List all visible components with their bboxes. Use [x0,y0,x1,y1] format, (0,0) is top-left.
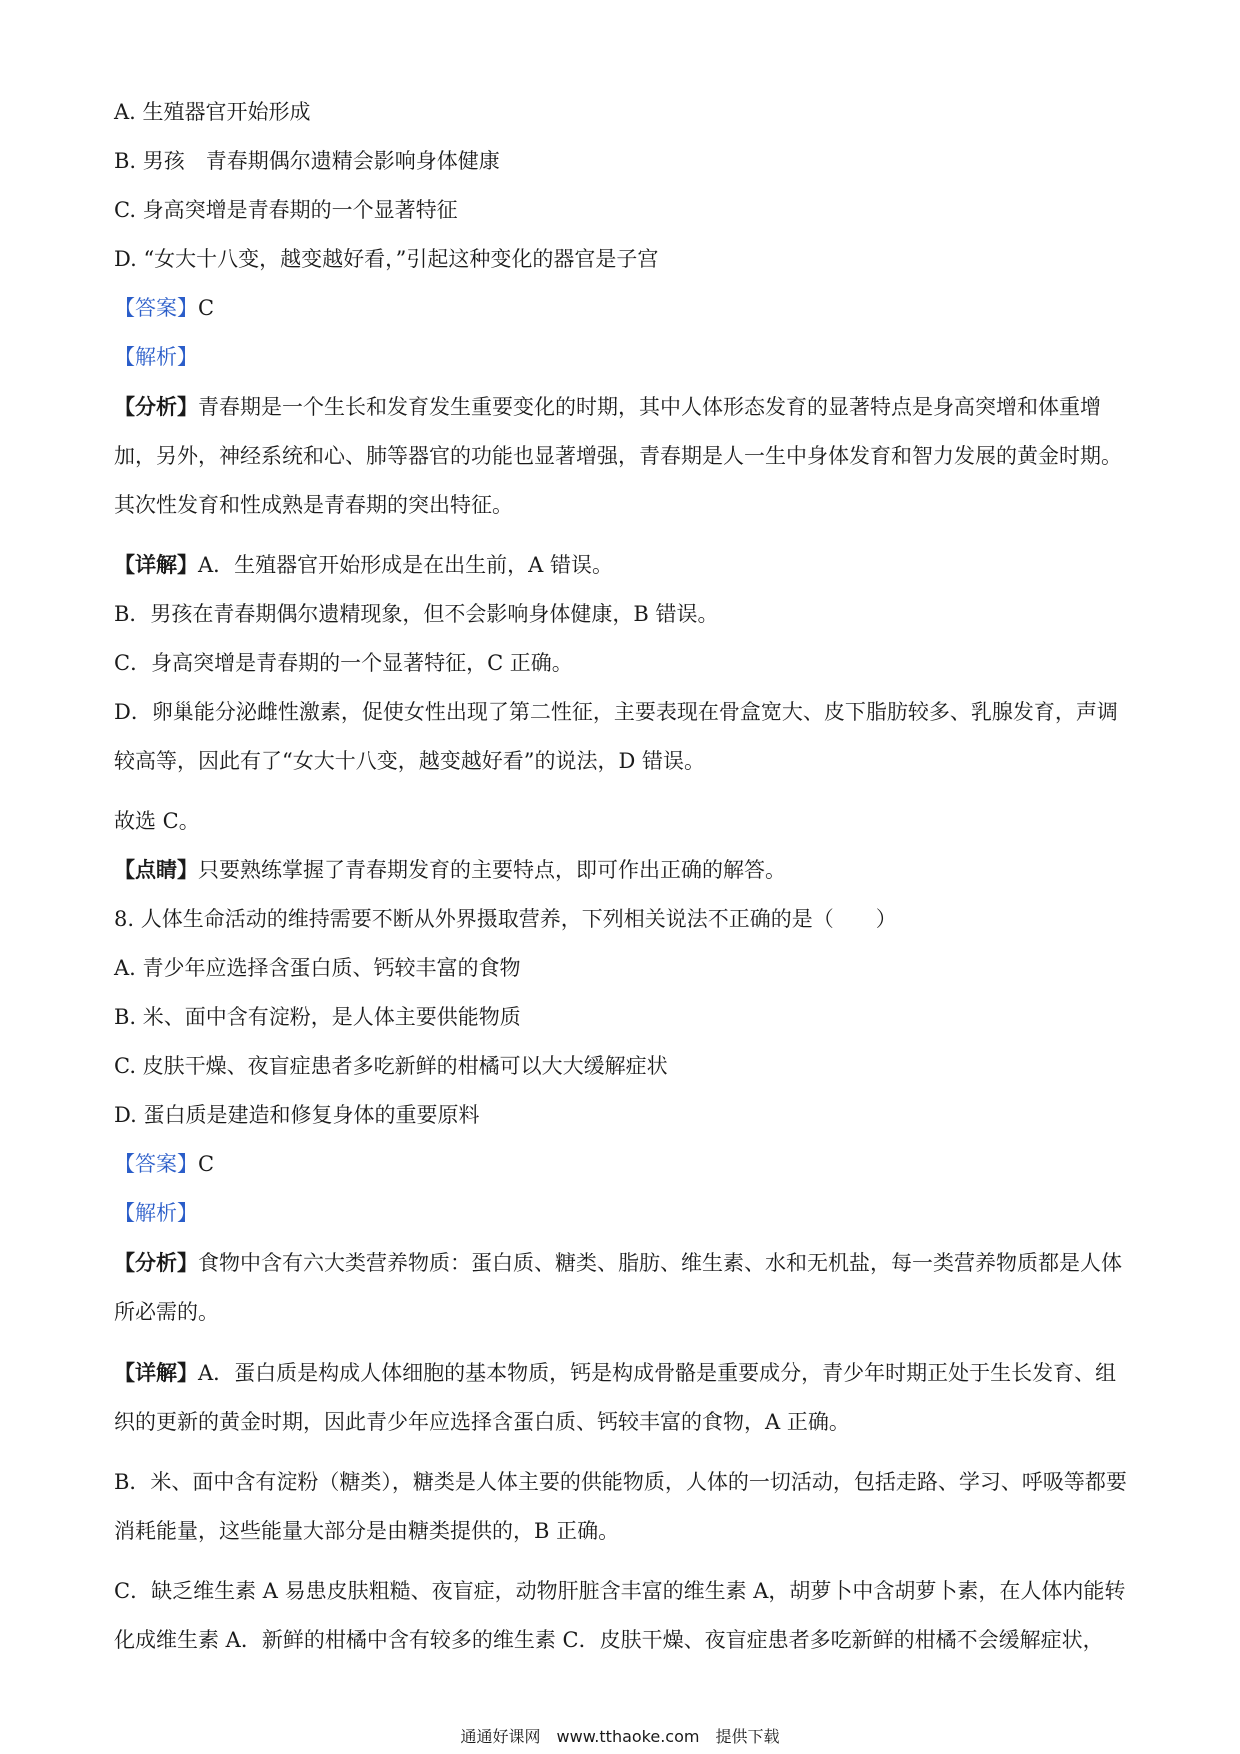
xiangjie-a-text: A．生殖器官开始形成是在出生前，A 错误。 [198,553,614,577]
page-footer: 通通好课网 www.tthaoke.com 提供下载 [460,1727,780,1746]
q8-xiangjie-c: C．缺乏维生素 A 易患皮肤粗糙、夜盲症，动物肝脏含丰富的维生素 A，胡萝卜中含胡萝卜素，在人体内能转化成维生素 A．新鲜的柑橘中含有较多的维生素 C．皮肤干燥、夜盲症患者多吃新鲜的柑橘不会缓解症状， [114,1579,1126,1652]
q8-xiangjie-a-text: A．蛋白质是构成人体细胞的基本物质，钙是构成骨骼是重要成分，青少年时期正处于生长发育、组织的更新的黄金时期，因此青少年应选择含蛋白质、钙较丰富的食物，A 正确。 [114,1361,1117,1434]
q7-guxuan: 故选 C。 [114,809,200,833]
answer-value: C [198,296,215,320]
dianjing-tag: 【点睛】 [114,857,198,882]
option-c: C. 身高突增是青春期的一个显著特征 [114,198,458,222]
q8-option-c: C. 皮肤干燥、夜盲症患者多吃新鲜的柑橘可以大大缓解症状 [114,1054,668,1078]
q7-dianjing [114,856,1134,884]
fenxi-text: 青春期是一个生长和发育发生重要变化的时期，其中人体形态发育的显著特点是身高突增和体重增加，另外，神经系统和心、肺等器官的功能也显著增强，青春期是人一生中身体发育和智力发展的黄金时期。其次性发育和性成熟是青春期的突出特征。 [114,395,1122,517]
q8-answer-value: C [198,1152,215,1176]
option-b: B. 男孩 青春期偶尔遗精会影响身体健康 [114,149,500,173]
fenxi-tag: 【分析】 [114,394,198,419]
q7-xiangjie-c: C．身高突增是青春期的一个显著特征，C 正确。 [114,651,573,675]
q7-xiangjie-a [114,551,1134,579]
answer-tag: 【答案】 [114,296,198,320]
q8-xiangjie-tag: 【详解】 [114,1360,198,1385]
answer-line [114,294,1134,322]
option-d: D. “女大十八变，越变越好看，”引起这种变化的器官是子宫 [114,247,659,271]
q8-answer-line [114,1150,1134,1178]
analysis-tag: 【解析】 [114,345,198,369]
q8-option-b: B. 米、面中含有淀粉，是人体主要供能物质 [114,1005,521,1029]
q8-option-a: A. 青少年应选择含蛋白质、钙较丰富的食物 [114,956,521,980]
q8-answer-tag: 【答案】 [114,1152,198,1176]
q8-fenxi [114,1238,1134,1337]
q7-fenxi [114,382,1134,530]
q8-fenxi-text: 食物中含有六大类营养物质：蛋白质、糖类、脂肪、维生素、水和无机盐，每一类营养物质都是人体所必需的。 [114,1251,1122,1324]
q7-xiangjie-d: D．卵巢能分泌雌性激素，促使女性出现了第二性征，主要表现在骨盒宽大、皮下脂肪较多、乳腺发育，声调较高等，因此有了“女大十八变，越变越好看”的说法，D 错误。 [114,700,1118,773]
q8-option-d: D. 蛋白质是建造和修复身体的重要原料 [114,1103,480,1127]
q7-xiangjie-b: B．男孩在青春期偶尔遗精现象，但不会影响身体健康，B 错误。 [114,602,719,626]
q8-question: 8. 人体生命活动的维持需要不断从外界摄取营养，下列相关说法不正确的是（ ） [114,907,897,931]
q8-xiangjie-a [114,1348,1134,1447]
dianjing-text: 只要熟练掌握了青春期发育的主要特点，即可作出正确的解答。 [198,858,786,882]
q8-analysis-tag: 【解析】 [114,1201,198,1225]
xiangjie-tag: 【详解】 [114,552,198,577]
document-page [114,98,1134,1686]
option-a: A. 生殖器官开始形成 [114,100,311,124]
q8-xiangjie-b: B．米、面中含有淀粉（糖类），糖类是人体主要的供能物质，人体的一切活动，包括走路、学习、呼吸等都要消耗能量，这些能量大部分是由糖类提供的，B 正确。 [114,1470,1127,1543]
q8-fenxi-tag: 【分析】 [114,1250,198,1275]
